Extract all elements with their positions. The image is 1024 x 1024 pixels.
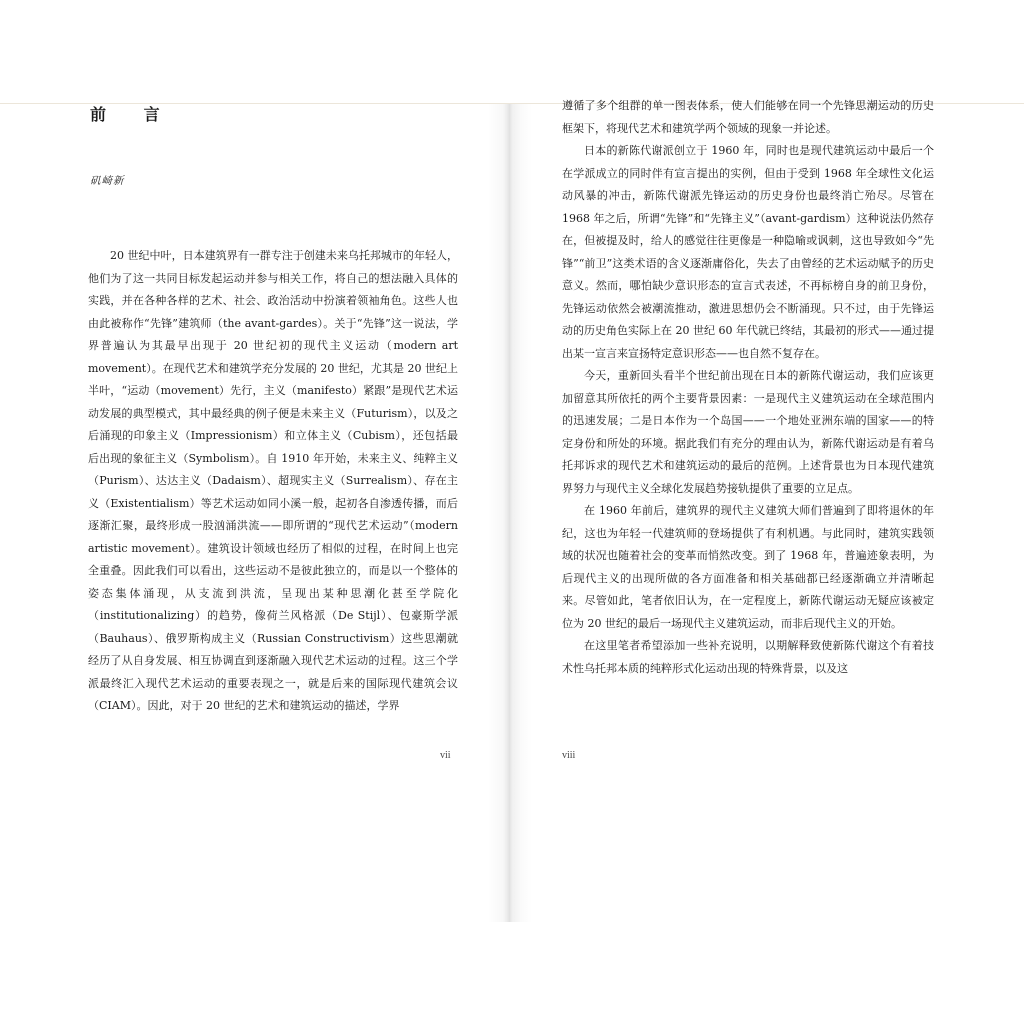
author-name: 矶崎新 [90, 175, 125, 187]
page-number-left: vii [440, 750, 451, 761]
paragraph: 在这里笔者希望添加一些补充说明，以期解释致使新陈代谢这个有着技术性乌托邦本质的纯粹形式化运动出现的特殊背景，以及这 [562, 639, 934, 675]
right-page-body [562, 95, 934, 680]
paragraph: 20 世纪中叶，日本建筑界有一群专注于创建未来乌托邦城市的年轻人，他们为了这一共同目标发起运动并参与相关工作，将自己的想法融入具体的实践，并在各种各样的艺术、社会、政治活动中扮演着领袖角色。这些人也由此被称作“先锋”建筑师（the avant-gardes）。关于“先锋”这一说法，学界普遍认为其最早出现于 20 世纪初的现代主义运动（modern art movement）。在现代艺术和建筑学充分发展的 20 世纪，尤其是 20 世纪上半叶，“运动（movement）先行，主义（manifesto）紧跟”是现代艺术运动发展的典型模式，其中最经典的例子便是未来主义（Futurism），以及之后涌现的印象主义（Impressionism）和立体主义（Cubism），还包括最后出现的象征主义（Symbolism）。自 1910 年开始，未来主义、纯粹主义（Purism）、达达主义（Dadaism）、超现实主义（Surrealism）、存在主义（Existentialism）等艺术运动如同小溪一般，起初各自渗透传播，而后逐渐汇聚，最终形成一股汹涌洪流——即所谓的“现代艺术运动”（modern artistic movement）。建筑设计领域也经历了相似的过程，在时间上也完全重叠。因此我们可以看出，这些运动不是彼此独立的，而是以一个整体的姿态集体涌现，从支流到洪流，呈现出某种思潮化甚至学院化（institutionalizing）的趋势，像荷兰风格派（De Stijl）、包豪斯学派（Bauhaus）、俄罗斯构成主义（Russian Constructivism）这些思潮就经历了从自身发展、相互协调直到逐渐融入现代艺术运动的过程。这三个学派最终汇入现代艺术运动的重要表现之一，就是后来的国际现代建筑会议（CIAM）。因此，对于 20 世纪的艺术和建筑运动的描述，学界 [88, 249, 458, 712]
paragraph: 日本的新陈代谢派创立于 1960 年，同时也是现代建筑运动中最后一个在学派成立的同时伴有宣言提出的实例，但由于受到 1968 年全球性文化运动风暴的冲击，新陈代谢派先锋运动的历史身份也最终消亡殆尽。尽管在 1968 年之后，所谓“先锋”和“先锋主义”（avant-gardism）这种说法仍然存在，但被提及时，给人的感觉往往更像是一种隐喻或讽刺，这也导致如今“先锋”“前卫”这类术语的含义逐渐庸俗化，失去了由曾经的艺术运动赋予的历史意义。然而，哪怕缺少意识形态的宣言式表述，不再标榜自身的前卫身份，先锋运动依然会被潮流推动，激进思想仍会不断涌现。只不过，由于先锋运动的历史角色实际上在 20 世纪 60 年代就已终结，其最初的形式——通过提出某一宣言来宣扬特定意识形态——也自然不复存在。 [562, 144, 934, 360]
paragraph: 在 1960 年前后，建筑界的现代主义建筑大师们普遍到了即将退休的年纪，这也为年轻一代建筑师的登场提供了有利机遇。与此同时，建筑实践领域的状况也随着社会的变革而悄然改变。到了 1968 年，普遍迹象表明，为后现代主义的出现所做的各方面准备和相关基础都已经逐渐确立并清晰起来。尽管如此，笔者依旧认为，在一定程度上，新陈代谢运动无疑应该被定位为 20 世纪的最后一场现代主义建筑运动，而非后现代主义的开始。 [562, 504, 934, 630]
paragraph: 今天，重新回头看半个世纪前出现在日本的新陈代谢运动，我们应该更加留意其所依托的两个主要背景因素：一是现代主义建筑运动在全球范围内的迅速发展；二是日本作为一个岛国——一个地处亚洲东端的国家——的特定身份和所处的环境。据此我们有充分的理由认为，新陈代谢运动是有着乌托邦诉求的现代艺术和建筑运动的最后的范例。上述背景也为日本现代建筑界努力与现代主义全球化发展趋势接轨提供了重要的立足点。 [562, 369, 934, 495]
page-number-right: viii [562, 750, 576, 761]
left-page-body [88, 245, 458, 718]
paragraph: 遵循了多个组群的单一图表体系，使人们能够在同一个先锋思潮运动的历史框架下，将现代艺术和建筑学两个领域的现象一并论述。 [562, 99, 934, 135]
chapter-title: 前 言 [90, 105, 176, 124]
